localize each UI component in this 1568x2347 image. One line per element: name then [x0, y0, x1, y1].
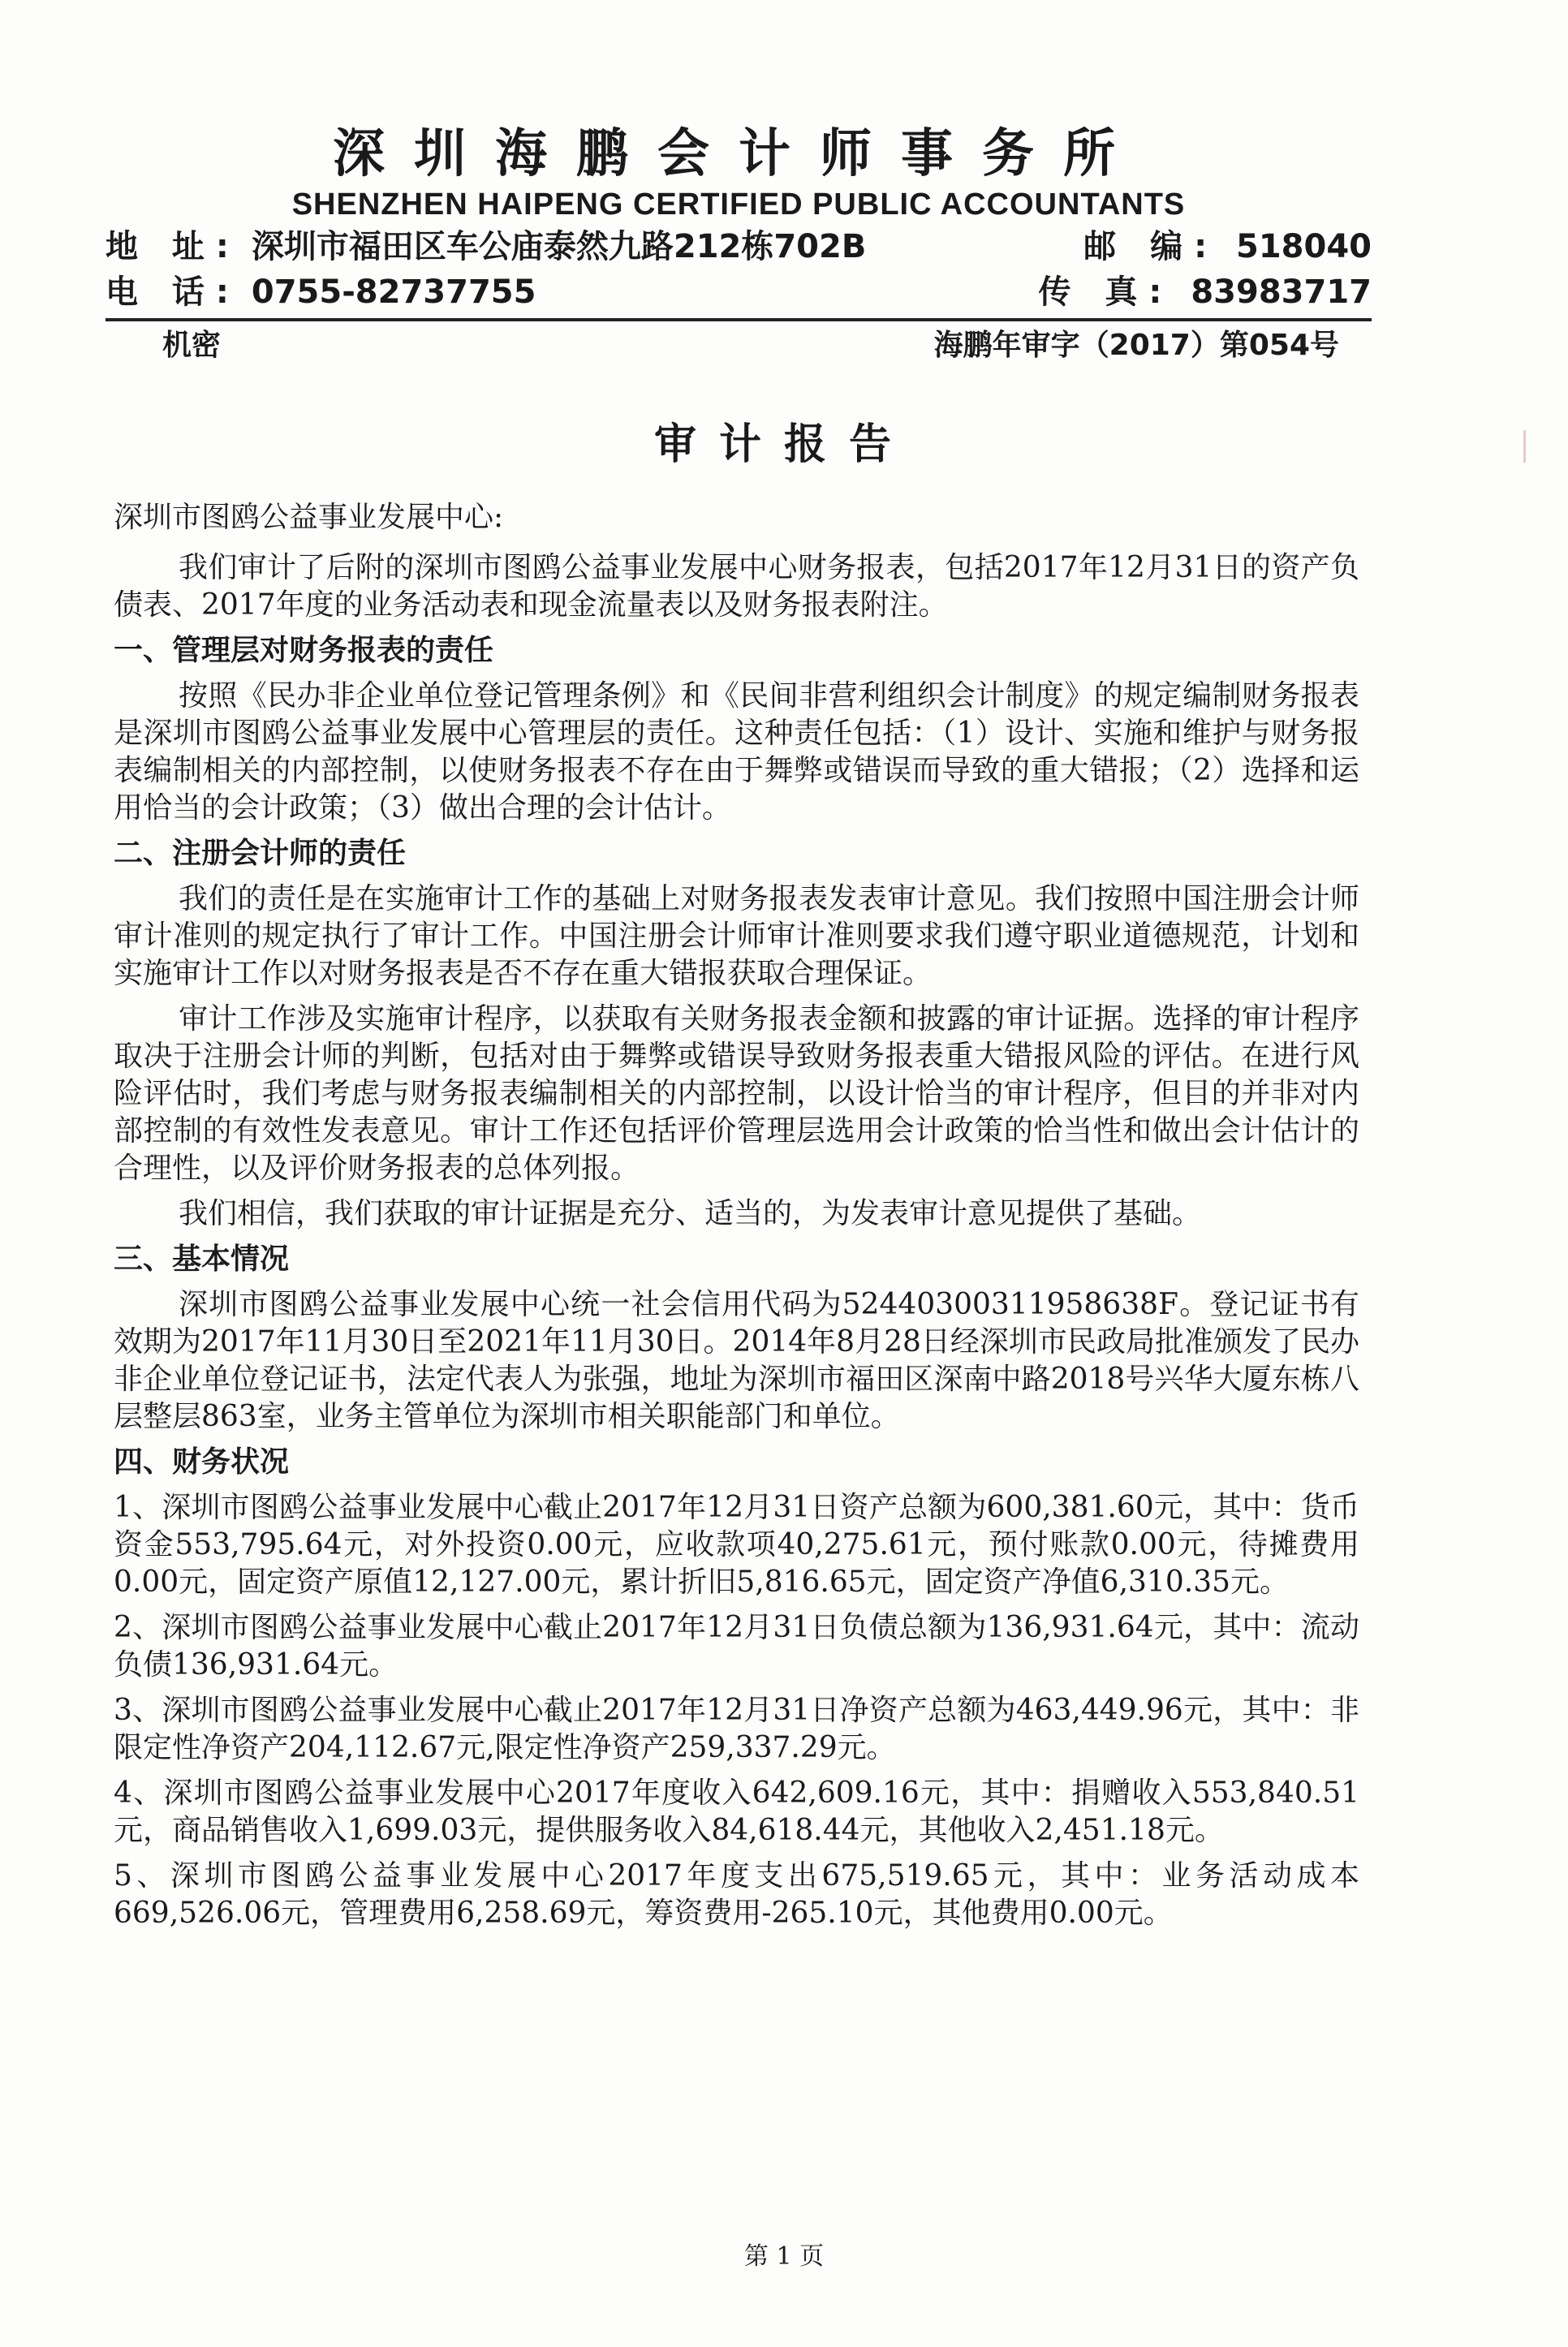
section-financial-heading: 四、财务状况	[114, 1445, 290, 1479]
section-basic-info-heading: 三、基本情况	[114, 1242, 290, 1276]
section-management-paragraph: 按照《民办非企业单位登记管理条例》和《民间非营利组织会计制度》的规定编制财务报表是深圳市图鸥公益事业发展中心管理层的责任。这种责任包括：（1）设计、实施和维护与财务报表编制相关的内部控制，以使财务报表不存在由于舞弊或错误而导致的重大错报；（2）选择和运用恰当的会计政策；（3）做出合理的会计估计。	[114, 679, 1359, 825]
fax-value: 83983717	[1191, 273, 1372, 311]
postcode-label: 邮 编:	[1083, 228, 1219, 265]
section-auditor-paragraph-1: 我们的责任是在实施审计工作的基础上对财务报表发表审计意见。我们按照中国注册会计师审计准则的规定执行了审计工作。中国注册会计师审计准则要求我们遵守职业道德规范，计划和实施审计工作以对财务报表是否不存在重大错报获取合理保证。	[114, 882, 1359, 990]
intro-paragraph: 我们审计了后附的深圳市图鸥公益事业发展中心财务报表，包括2017年12月31日的资产负债表、2017年度的业务活动表和现金流量表以及财务报表附注。	[114, 551, 1359, 622]
letterhead	[106, 122, 1372, 370]
report-title: 审计报告	[653, 420, 914, 469]
financial-item: 2、深圳市图鸥公益事业发展中心截止2017年12月31日负债总额为136,931.64元，其中：流动负债136,931.64元。	[114, 1611, 1359, 1682]
section-auditor-paragraph-2: 审计工作涉及实施审计程序，以获取有关财务报表金额和披露的审计证据。选择的审计程序取决于注册会计师的判断，包括对由于舞弊或错误导致财务报表重大错报风险的评估。在进行风险评估时，我们考虑与财务报表编制相关的内部控制，以设计恰当的审计程序，但目的并非对内部控制的有效性发表意见。审计工作还包括评价管理层选用会计政策的恰当性和做出会计估计的合理性，以及评价财务报表的总体列报。	[114, 1002, 1359, 1185]
page-number: 第 1 页	[743, 2242, 825, 2271]
section-management-heading: 一、管理层对财务报表的责任	[114, 634, 494, 667]
report-reference-number: 海鹏年审字（2017）第054号	[933, 329, 1339, 362]
fax-block	[1038, 269, 1372, 315]
confidential-mark: 机密	[162, 329, 222, 362]
section-auditor-paragraph-3: 我们相信，我们获取的审计证据是充分、适当的，为发表审计意见提供了基础。	[179, 1197, 1202, 1230]
report-body	[114, 499, 1359, 1940]
address-value: 深圳市福田区车公庙泰然九路212栋702B	[251, 228, 867, 265]
firm-name-chinese: 深圳海鹏会计师事务所	[333, 124, 1144, 184]
postcode-block	[1083, 224, 1372, 269]
financial-item: 4、深圳市图鸥公益事业发展中心2017年度收入642,609.16元，其中：捐赠收入553,840.51元，商品销售收入1,699.03元，提供服务收入84,618.44元，其他收入2,451.18元。	[114, 1776, 1359, 1847]
addressee: 深圳市图鸥公益事业发展中心:	[114, 501, 504, 534]
address-block	[106, 224, 866, 269]
phone-label: 电 话:	[106, 273, 240, 311]
reference-row	[106, 321, 1372, 370]
seal-edge-mark	[1523, 430, 1544, 463]
fax-label: 传 真:	[1038, 273, 1174, 311]
phone-block	[106, 269, 536, 315]
financial-item: 5、深圳市图鸥公益事业发展中心2017年度支出675,519.65元，其中：业务活动成本669,526.06元，管理费用6,258.69元，筹资费用-265.10元，其他费用0.00元。	[114, 1859, 1359, 1930]
section-auditor-heading: 二、注册会计师的责任	[114, 837, 407, 870]
phone-row	[106, 269, 1372, 321]
phone-value: 0755-82737755	[251, 273, 536, 311]
address-row	[106, 224, 1372, 269]
financial-item: 3、深圳市图鸥公益事业发展中心截止2017年12月31日净资产总额为463,449.96元，其中：非限定性净资产204,112.67元,限定性净资产259,337.29元。	[114, 1694, 1359, 1764]
section-basic-info-paragraph: 深圳市图鸥公益事业发展中心统一社会信用代码为52440300311958638F。登记证书有效期为2017年11月30日至2021年11月30日。2014年8月28日经深圳市民政局批准颁发了民办非企业单位登记证书，法定代表人为张强，地址为深圳市福田区深南中路2018号兴华大厦东栋八层整层863室，业务主管单位为深圳市相关职能部门和单位。	[114, 1288, 1359, 1433]
firm-name-english: SHENZHEN HAIPENG CERTIFIED PUBLIC ACCOUNTANTS	[291, 187, 1186, 222]
financial-item: 1、深圳市图鸥公益事业发展中心截止2017年12月31日资产总额为600,381.60元，其中：货币资金553,795.64元，对外投资0.00元，应收款项40,275.61元，预付账款0.00元，待摊费用0.00元，固定资产原值12,127.00元，累计折旧5,816.65元，固定资产净值6,310.35元。	[114, 1491, 1359, 1599]
address-label: 地 址:	[106, 228, 240, 265]
postcode-value: 518040	[1236, 228, 1372, 265]
